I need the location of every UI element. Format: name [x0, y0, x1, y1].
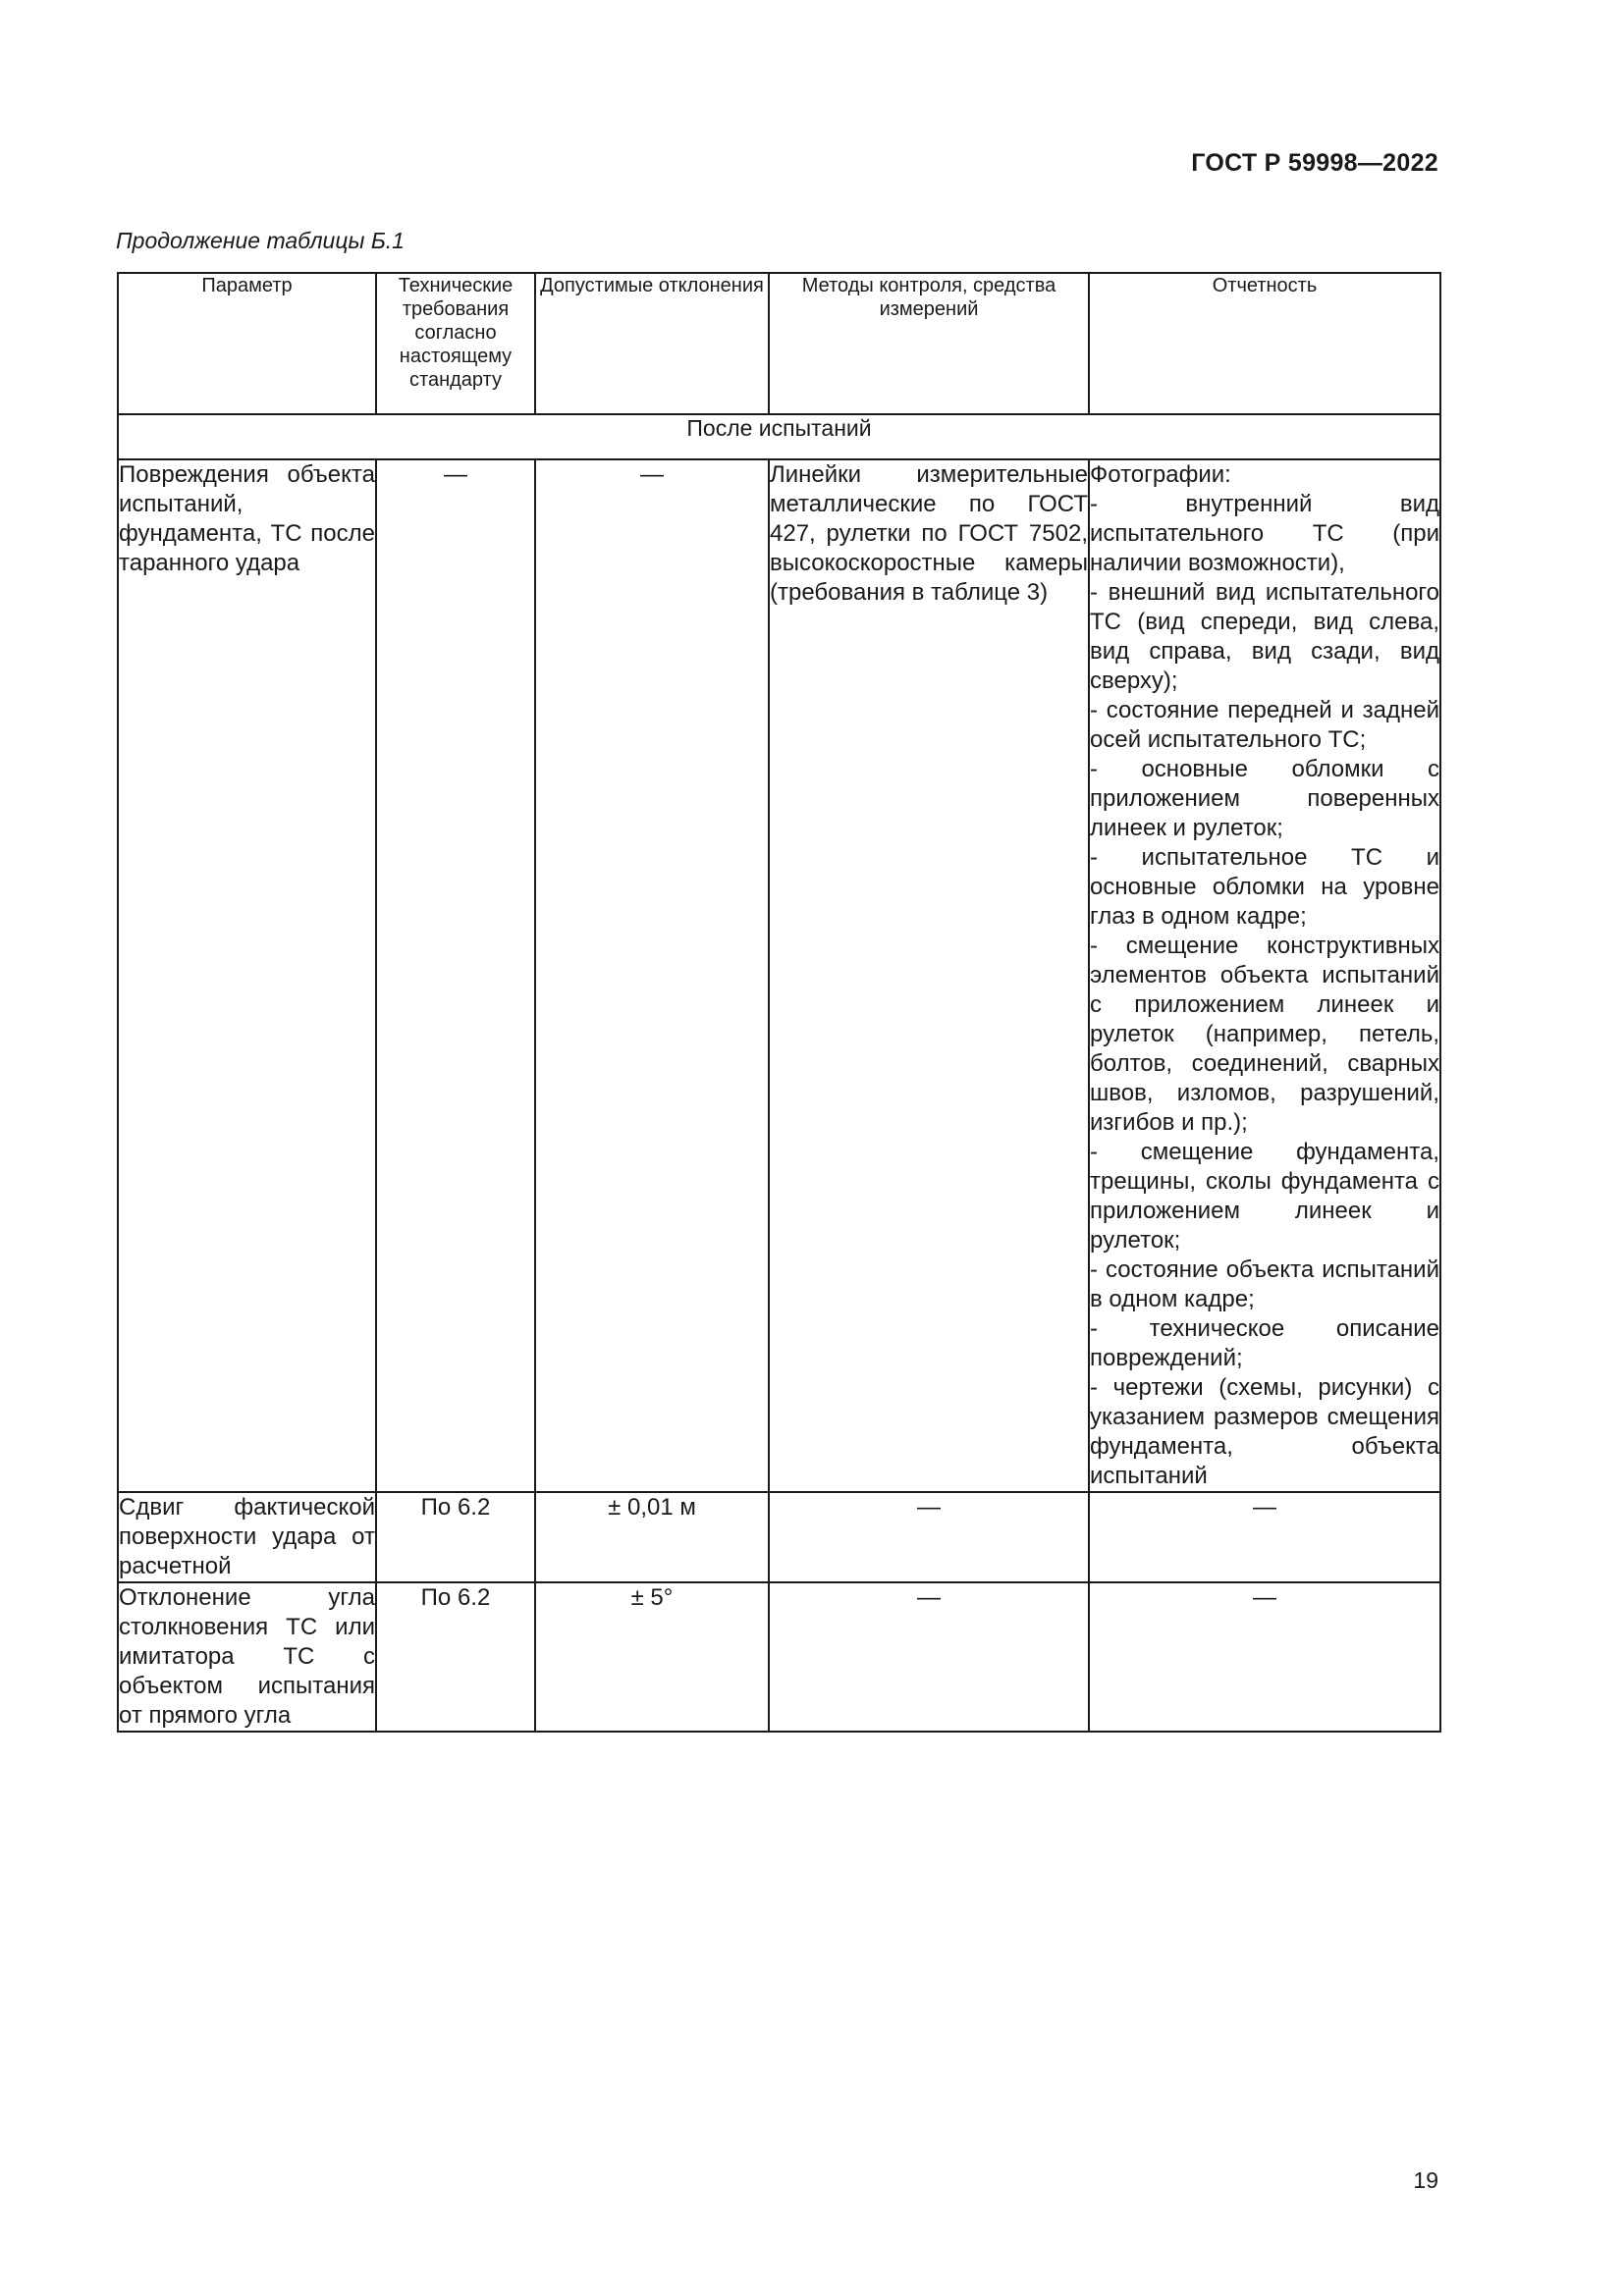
col-header-parameter: Параметр — [118, 273, 376, 414]
table-b1 — [117, 272, 1441, 1733]
page-number: 19 — [1413, 2167, 1438, 2193]
cell-parameter: Отклонение угла столкновения ТС или имитатора ТС с объектом испытания от прямого угла — [118, 1582, 376, 1732]
table-row — [118, 1582, 1440, 1732]
table-caption: Продолжение таблицы Б.1 — [116, 228, 405, 253]
table-row — [118, 459, 1440, 1492]
table-header-row — [118, 273, 1440, 414]
col-header-tolerance: Допустимые отклонения — [535, 273, 769, 414]
col-header-reporting: Отчетность — [1089, 273, 1440, 414]
cell-requirements: По 6.2 — [376, 1582, 535, 1732]
document-code: ГОСТ Р 59998—2022 — [1191, 149, 1438, 177]
cell-parameter: Повреждения объекта испытаний, фундамента, ТС после таранного удара — [118, 459, 376, 1492]
reporting-line: - смещение фундамента, трещины, сколы фундамента с приложением линеек и рулеток; — [1090, 1139, 1439, 1254]
cell-tolerance: ± 5° — [535, 1582, 769, 1732]
reporting-line: - состояние объекта испытаний в одном кадре; — [1090, 1256, 1439, 1312]
cell-tolerance: — — [535, 459, 769, 1492]
reporting-line: - техническое описание повреждений; — [1090, 1315, 1439, 1371]
reporting-line: - испытательное ТС и основные обломки на уровне глаз в одном кадре; — [1090, 844, 1439, 930]
section-row — [118, 414, 1440, 459]
table-row — [118, 1492, 1440, 1582]
cell-parameter: Сдвиг фактической поверхности удара от расчетной — [118, 1492, 376, 1582]
reporting-line: - основные обломки с приложением поверенных линеек и рулеток; — [1090, 756, 1439, 841]
reporting-line: - внутренний вид испытательного ТС (при наличии возможности), — [1090, 491, 1439, 576]
cell-methods: — — [769, 1582, 1089, 1732]
reporting-line: - состояние передней и задней осей испытательного ТС; — [1090, 697, 1439, 753]
cell-reporting: — — [1089, 1492, 1440, 1582]
cell-methods: Линейки измерительные металлические по ГОСТ 427, рулетки по ГОСТ 7502, высокоскоростные камеры (требования в таблице 3) — [769, 459, 1089, 1492]
col-header-requirements: Технические требования согласно настоящему стандарту — [376, 273, 535, 414]
cell-requirements: По 6.2 — [376, 1492, 535, 1582]
cell-tolerance: ± 0,01 м — [535, 1492, 769, 1582]
reporting-line: - чертежи (схемы, рисунки) с указанием размеров смещения фундамента, объекта испытаний — [1090, 1374, 1439, 1489]
reporting-line: - внешний вид испытательного ТС (вид спереди, вид слева, вид справа, вид сзади, вид сверху); — [1090, 579, 1439, 694]
cell-methods: — — [769, 1492, 1089, 1582]
col-header-methods: Методы контроля, средства измерений — [769, 273, 1089, 414]
cell-reporting — [1089, 459, 1440, 1492]
reporting-line: Фотографии: — [1090, 461, 1231, 488]
cell-reporting: — — [1089, 1582, 1440, 1732]
section-title: После испытаний — [118, 414, 1440, 459]
cell-requirements: — — [376, 459, 535, 1492]
reporting-line: - смещение конструктивных элементов объекта испытаний с приложением линеек и рулеток (например, петель, болтов, соединений, сварных швов, изломов, разрушений, изгибов и пр.); — [1090, 933, 1439, 1136]
